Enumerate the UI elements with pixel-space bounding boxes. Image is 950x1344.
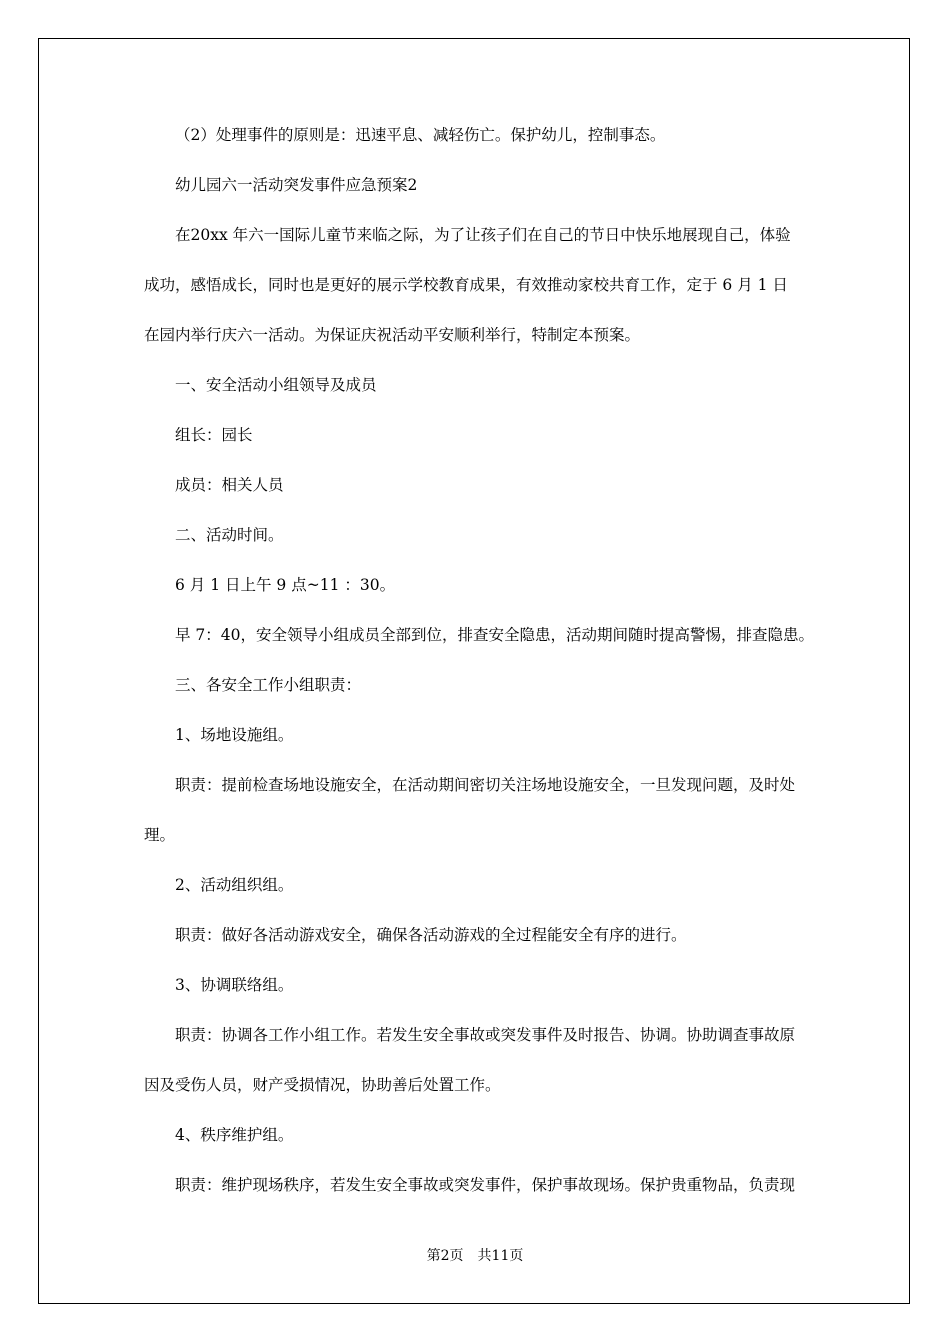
paragraph-line: 二、活动时间。 (175, 526, 284, 544)
paragraph-line: 2、活动组织组。 (175, 876, 294, 894)
paragraph-line: 幼儿园六一活动突发事件应急预案2 (175, 176, 418, 194)
paragraph-line: 职责：做好各活动游戏安全，确保各活动游戏的全过程能安全有序的进行。 (175, 926, 687, 944)
paragraph-line: 职责：提前检查场地设施安全，在活动期间密切关注场地设施安全，一旦发现问题，及时处 (175, 776, 796, 794)
paragraph-line: 成功，感悟成长，同时也是更好的展示学校教育成果，有效推动家校共育工作，定于 6 月 1 日 (144, 276, 788, 294)
paragraph-line: 3、协调联络组。 (175, 976, 294, 994)
paragraph-line: 理。 (144, 826, 176, 844)
page-total: 共11页 (477, 1248, 524, 1264)
paragraph-line: 6 月 1 日上午 9 点~11 ：30。 (175, 576, 396, 594)
paragraph-line: 组长：园长 (175, 426, 253, 444)
paragraph-line: 职责：维护现场秩序，若发生安全事故或突发事件，保护事故现场。保护贵重物品，负责现 (175, 1176, 796, 1194)
paragraph-line: 1、场地设施组。 (175, 726, 294, 744)
paragraph-line: 职责：协调各工作小组工作。若发生安全事故或突发事件及时报告、协调。协助调查事故原 (175, 1026, 796, 1044)
paragraph-line: 4、秩序维护组。 (175, 1126, 294, 1144)
page-footer (0, 1247, 950, 1265)
paragraph-line: 一、安全活动小组领导及成员 (175, 376, 377, 394)
document-body (144, 123, 815, 1198)
paragraph-line: 因及受伤人员，财产受损情况，协助善后处置工作。 (144, 1076, 501, 1094)
page-number: 第2页 (426, 1248, 464, 1264)
paragraph-line: 早 7：40，安全领导小组成员全部到位，排查安全隐患，活动期间随时提高警惕，排查隐患。 (175, 626, 815, 644)
paragraph-line: （2）处理事件的原则是：迅速平息、减轻伤亡。保护幼儿，控制事态。 (175, 126, 666, 144)
paragraph-line: 三、各安全工作小组职责： (175, 676, 362, 694)
paragraph-line: 成员：相关人员 (175, 476, 284, 494)
paragraph-line: 在20xx 年六一国际儿童节来临之际，为了让孩子们在自己的节日中快乐地展现自己，体验 (175, 226, 791, 244)
paragraph-line: 在园内举行庆六一活动。为保证庆祝活动平安顺利举行，特制定本预案。 (144, 326, 641, 344)
